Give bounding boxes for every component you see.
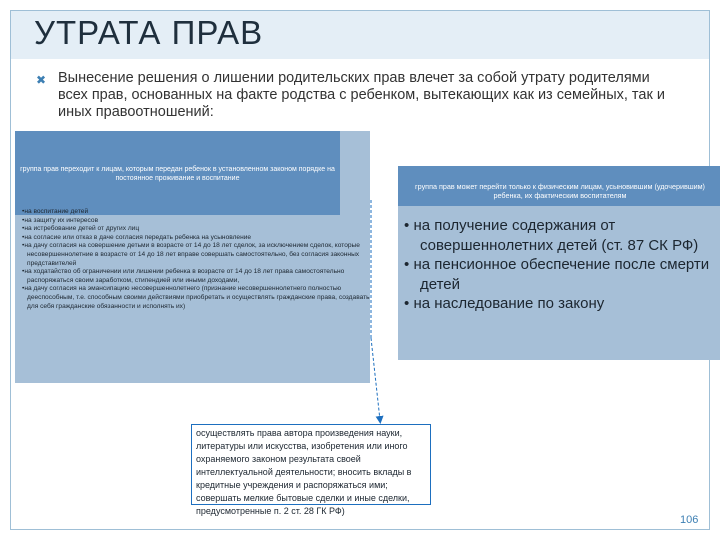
left-group-header: группа прав переходит к лицам, которым передан ребенок в установленном законом порядке на постоянное проживание и воспитание [20,166,335,182]
list-item: •на истребование детей от других лиц [22,225,140,233]
list-item: • на наследование по закону [404,295,605,312]
left-group-list [22,208,370,311]
list-item: •на ходатайство об ограничении или лишении ребенка в возрасте от 14 до 18 лет права самостоятельно распоряжаться своим заработком, стипендией или иными доходами, [22,268,345,284]
list-item: • на пенсионное обеспечение после смерти детей [404,256,710,293]
list-item: • на получение содержания от совершеннолетних детей (ст. 87 СК РФ) [404,217,699,254]
list-item: •на дачу согласия на эмансипацию несовершеннолетнего (признание несовершеннолетнего полностью дееспособным, т.е. способным своими действиями приобретать и осуществлять гражданские права, создавать для себя гражданские обязанности и исполнять их) [22,285,370,310]
list-item: •на согласие или отказ в даче согласия передать ребенка на усыновление [22,233,252,241]
lead-paragraph: Вынесение решения о лишении родительских прав влечет за собой утрату родителями всех прав, основанных на факте родства с ребенком, вытекающих как из семейных, так и иных правоотношений: [58,70,665,120]
right-group-header: группа прав может перейти только к физическим лицам, усыновившим (удочерившим) ребенка, их фактическим воспитателям [415,182,705,200]
list-item: •на дачу согласия на совершение детьми в возрасте от 14 до 18 лет сделок, за исключением сделок, которые несовершеннолетние в возрасте от 14 до 18 лет вправе совершать самостоятельно, без согласия законных представителей [22,242,360,267]
slide-title: УТРАТА ПРАВ [34,14,264,51]
continuation-text: осуществлять права автора произведения науки, литературы или искусства, изобретения или иного охраняемого законом результата своей интеллектуальной деятельности; вносить вклады в кредитные учреждения и распоряжаться ими; совершать мелкие бытовые сделки и иные сделки, предусмотренные п. 2 ст. 28 ГК РФ) [196,428,412,516]
right-group-list [404,216,714,314]
lead-bullet-icon: ✖ [36,73,47,87]
list-item: •на защиту их интересов [22,216,99,224]
continuation-box [191,424,431,516]
list-item: •на воспитание детей [22,208,89,215]
page-number: 106 [680,514,699,526]
